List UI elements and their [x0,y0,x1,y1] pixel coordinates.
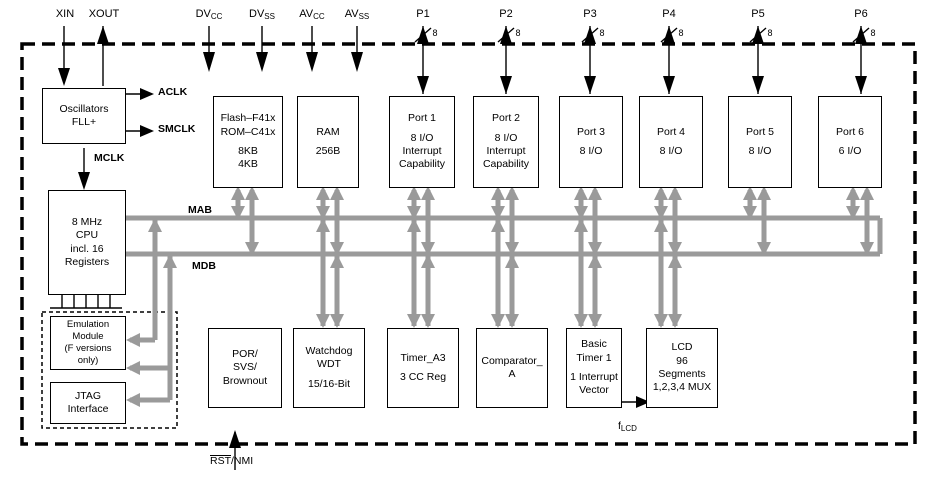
block-line: Capability [398,158,446,171]
block-line: Port 4 [656,125,685,138]
pin-label-xout: XOUT [88,8,120,20]
signal-label-mclk: MCLK [94,152,125,164]
block-line: Port 6 [835,125,864,138]
block-line: Port 5 [745,125,774,138]
block-comparator-a[interactable] [476,328,548,408]
block-line: 4KB [238,158,258,171]
block-line: 8KB [238,145,258,157]
signal-label-smclk: SMCLK [158,123,196,135]
pin-label-p6: P6 [854,8,868,20]
block-lcd[interactable] [646,328,718,408]
pin-width-p1: 8 [432,28,438,38]
block-port3[interactable] [559,96,623,188]
block-timer-a3[interactable] [387,328,459,408]
pin-width-p2: 8 [515,28,521,38]
block-line: (F versions [64,343,112,354]
block-port5[interactable] [728,96,792,188]
block-ram[interactable] [297,96,359,188]
pin-label-p1: P1 [416,8,430,20]
block-watchdog[interactable] [293,328,365,408]
block-line: Registers [64,255,110,268]
block-line: incl. 16 [70,242,104,255]
pin-label-p4: P4 [662,8,676,20]
signal-label-mdb: MDB [192,260,216,272]
pin-width-p5: 8 [767,28,773,38]
block-line: 96 [676,354,688,367]
block-line: 6 I/O [838,145,862,157]
block-line: LCD [671,341,693,354]
block-line: SVS/ [233,361,257,374]
block-line: Vector [579,384,609,397]
block-line: FLL+ [71,116,97,128]
block-line: Interface [67,403,109,415]
block-oscillators[interactable] [42,88,126,144]
rst-overline-text: RST [210,455,231,467]
block-port6[interactable] [818,96,882,188]
block-line: ROM–C41x [220,125,276,138]
block-line: 8 I/O [579,145,603,157]
block-line: JTAG [74,389,102,402]
pin-width-p6: 8 [870,28,876,38]
pin-label-avcc: $AV_{CC}$ [299,8,325,21]
pin-label-p5: P5 [751,8,765,20]
block-line: Basic [581,338,607,351]
pin-label-xin: XIN [55,8,75,20]
block-line: Interrupt [486,145,526,157]
block-line: Segments [658,368,706,380]
block-jtag-interface[interactable] [50,382,126,424]
block-line: POR/ [232,347,258,360]
signal-label-flcd: $f_{LCD}$ [618,420,637,433]
block-emulation-module[interactable] [50,316,126,370]
pin-label-p3: P3 [583,8,597,20]
block-line: 8 I/O [748,145,772,157]
block-line: RAM [316,125,340,138]
block-line: 15/16-Bit [307,377,351,390]
block-line: 8 I/O [659,145,683,157]
pin-label-dvss: $DV_{SS}$ [249,8,275,21]
block-line: A [508,368,516,380]
block-line: Watchdog [305,344,353,357]
block-line: Brownout [222,374,268,387]
block-line: 256B [315,145,341,157]
signal-label-aclk: ACLK [158,86,188,98]
block-line: Module [72,330,104,342]
block-line: Capability [482,158,530,171]
block-line: 1 Interrupt [570,371,618,383]
block-port2[interactable] [473,96,539,188]
pin-width-p4: 8 [678,28,684,38]
block-line: Port 1 [407,112,436,125]
block-line: Interrupt [402,145,442,157]
nmi-text: /NMI [231,455,254,467]
pin-width-p3: 8 [599,28,605,38]
block-line: 8 I/O [410,131,434,144]
pin-label-p2: P2 [499,8,513,20]
block-line: Port 3 [576,125,605,138]
block-memory[interactable] [213,96,283,188]
block-line: Oscillators [59,102,109,115]
block-line: 8 MHz [71,215,103,228]
block-line: Timer 1 [576,351,612,364]
block-line: Timer_A3 [400,351,446,364]
pin-label-dvcc: $DV_{CC}$ [195,8,223,21]
block-line: WDT [317,358,341,371]
block-line: Flash–F41x [220,112,276,125]
block-line: Emulation [66,318,110,330]
signal-label-mab: MAB [188,204,212,216]
block-cpu[interactable] [48,190,126,295]
block-line: Comparator_ [481,354,543,367]
block-line: 1,2,3,4 MUX [652,381,712,394]
block-line: 3 CC Reg [399,371,447,383]
block-port4[interactable] [639,96,703,188]
pin-label-avss: $AV_{SS}$ [344,8,370,21]
pin-label-rst-nmi [210,455,253,467]
block-por-svs-brownout[interactable] [208,328,282,408]
block-port1[interactable] [389,96,455,188]
block-line: only) [77,355,99,367]
block-line: 8 I/O [494,131,518,144]
block-basic-timer-1[interactable] [566,328,622,408]
block-line: Port 2 [491,112,520,125]
block-line: CPU [75,229,99,242]
